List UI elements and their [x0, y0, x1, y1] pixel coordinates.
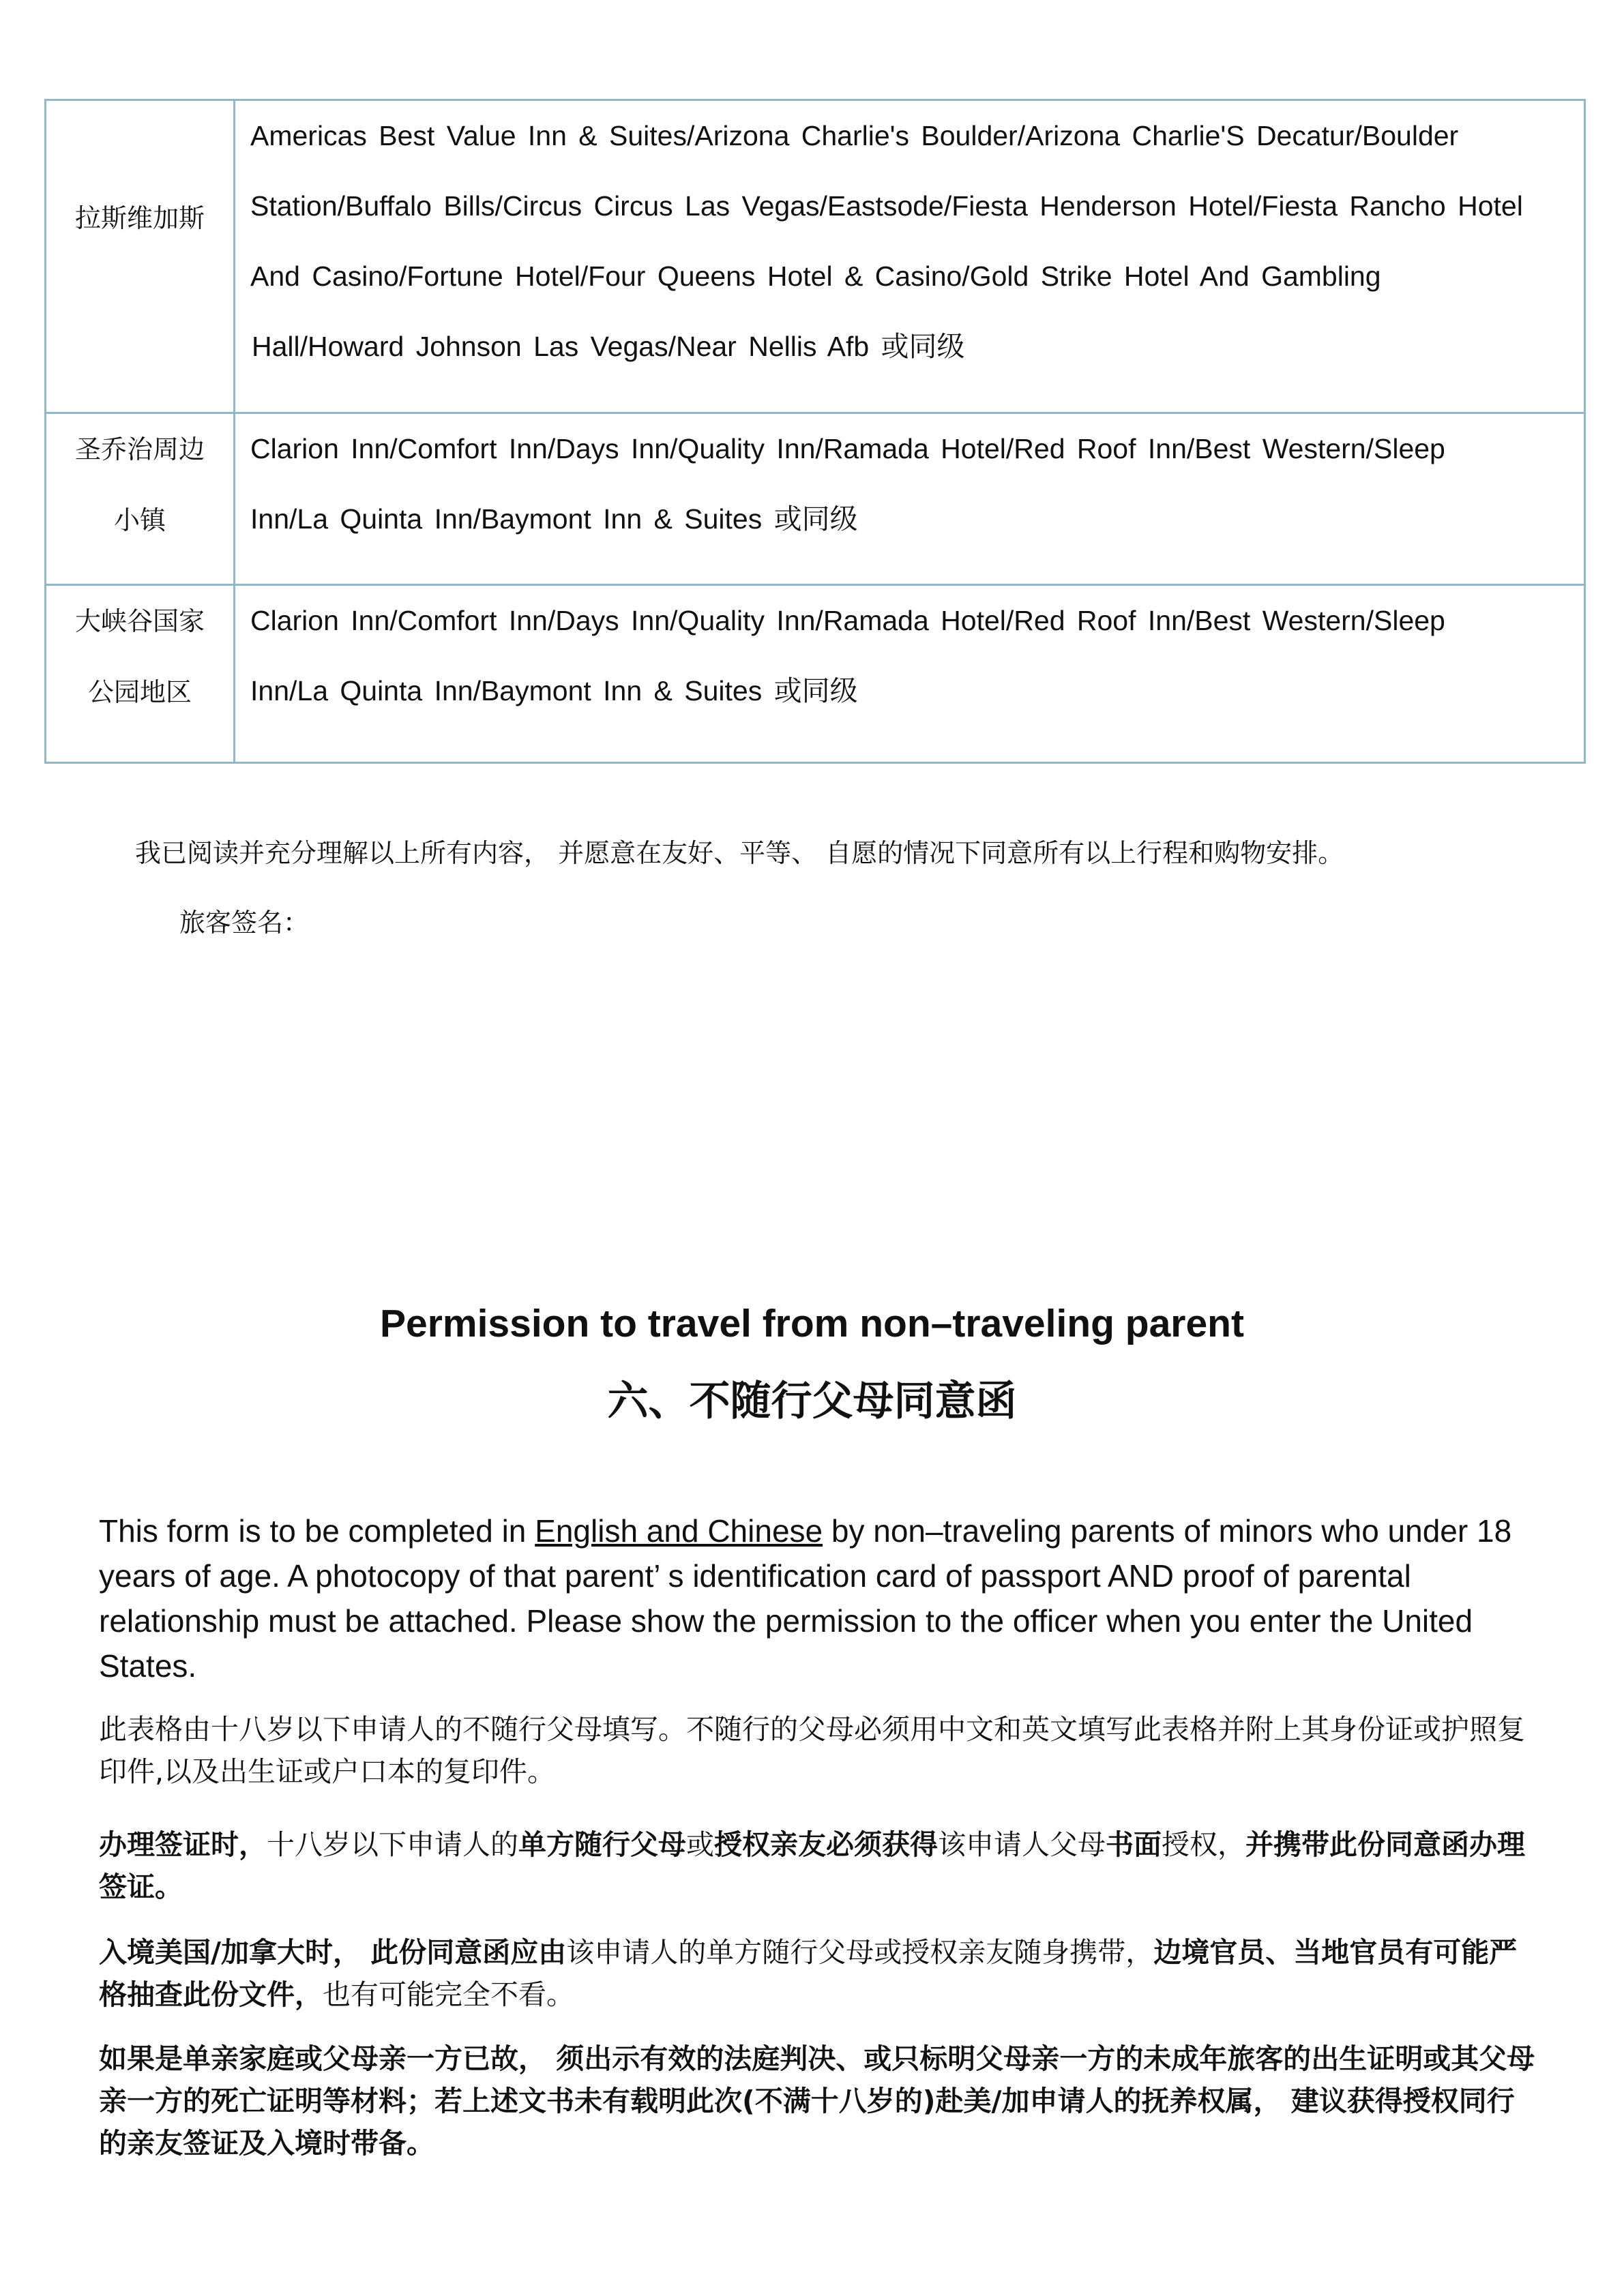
permission-paragraph-3: [99, 1931, 1538, 2016]
hotel-line: Inn/La Quinta Inn/Baymont Inn & Suites 或同级: [250, 675, 858, 706]
city-cell: [46, 585, 235, 763]
para-segment: 授权，: [1162, 1828, 1245, 1861]
intro-underlined-text: English and Chinese: [535, 1513, 823, 1549]
para-segment: 办理签证时，: [99, 1828, 267, 1861]
city-name: 圣乔治周边: [74, 434, 205, 464]
permission-paragraph-1: 此表格由十八岁以下申请人的不随行父母填写。不随行的父母必须用中文和英文填写此表格并附上其身份证或护照复印件,以及出生证或户口本的复印件。: [99, 1713, 1525, 1788]
hotels-cell: [235, 585, 1585, 763]
city-cell: [46, 413, 235, 585]
hotels-cell: [235, 100, 1585, 413]
para-segment: 该申请人的单方随行父母或授权亲友随身携带，: [566, 1936, 1154, 1969]
para-segment: 书面: [1106, 1828, 1162, 1861]
table-row: [46, 585, 1585, 763]
city-cell: [46, 100, 235, 413]
permission-title-en: Permission to travel from non–traveling parent: [380, 1302, 1244, 1345]
para-segment: 该申请人父母: [938, 1828, 1106, 1861]
para-segment: 边境官员、当地官员有可能严格抽查此份文件，: [99, 1936, 1518, 2011]
hotel-line: Inn/La Quinta Inn/Baymont Inn & Suites 或同级: [250, 503, 858, 535]
hotel-line: Clarion Inn/Comfort Inn/Days Inn/Quality Inn/Ramada Hotel/Red Roof Inn/Best Western/Sleep: [250, 605, 1445, 636]
intro-text: by non–traveling parents of minors who under 18 years of age. A photocopy of that parent’ s identification card of passport AND proof of parental relationship must be attached. Please show the permission to the officer when you enter the United States.: [99, 1513, 1512, 1684]
hotels-cell: [235, 413, 1585, 585]
hotel-line: Hall/Howard Johnson Las Vegas/Near Nellis Afb 或同级: [252, 331, 965, 362]
para-segment: 授权亲友必须获得: [714, 1828, 938, 1861]
para-segment: 入境美国/加拿大时， 此份同意函应由: [99, 1936, 567, 1969]
hotel-line: Station/Buffalo Bills/Circus Circus Las Vegas/Eastsode/Fiesta Henderson Hotel/Fiesta Rancho Hotel: [250, 190, 1523, 222]
table-row: [46, 100, 1585, 413]
para-segment: 或: [686, 1828, 714, 1861]
para-segment: 也有可能完全不看。: [323, 1978, 574, 2011]
para-segment: 十八岁以下申请人的: [267, 1828, 518, 1861]
city-name: 拉斯维加斯: [74, 203, 205, 233]
city-name: 公园地区: [87, 677, 192, 707]
hotel-line: Clarion Inn/Comfort Inn/Days Inn/Quality Inn/Ramada Hotel/Red Roof Inn/Best Western/Sleep: [250, 433, 1445, 464]
permission-paragraph-2: [99, 1823, 1538, 1908]
para-segment: 并携带此份同意函办理签证。: [99, 1828, 1525, 1903]
city-name: 大峡谷国家: [74, 606, 205, 636]
city-name: 小镇: [113, 505, 166, 535]
hotel-line: And Casino/Fortune Hotel/Four Queens Hotel & Casino/Gold Strike Hotel And Gambling: [250, 260, 1381, 292]
permission-paragraph-4: 如果是单亲家庭或父母亲一方已故， 须出示有效的法庭判决、或只标明父母亲一方的未成年旅客的出生证明或其父母亲一方的死亡证明等材料；若上述文书未有载明此次(不满十八岁的)赴美/加申请人的抚养权属， 建议获得授权同行的亲友签证及入境时带备。: [99, 2042, 1535, 2160]
agreement-statement: 我已阅读并充分理解以上所有内容， 并愿意在友好、平等、 自愿的情况下同意所有以上行程和购物安排。: [135, 838, 1344, 868]
signature-label: 旅客签名：: [179, 908, 310, 938]
hotel-table: [44, 99, 1586, 764]
permission-intro-en: [99, 1508, 1538, 1688]
permission-title-cn: 六、不随行父母同意函: [607, 1377, 1017, 1425]
para-segment: 单方随行父母: [518, 1828, 686, 1861]
table-row: [46, 413, 1585, 585]
intro-text: This form is to be completed in: [99, 1513, 535, 1549]
hotel-line: Americas Best Value Inn & Suites/Arizona Charlie's Boulder/Arizona Charlie'S Decatur/Boulder: [250, 120, 1459, 151]
